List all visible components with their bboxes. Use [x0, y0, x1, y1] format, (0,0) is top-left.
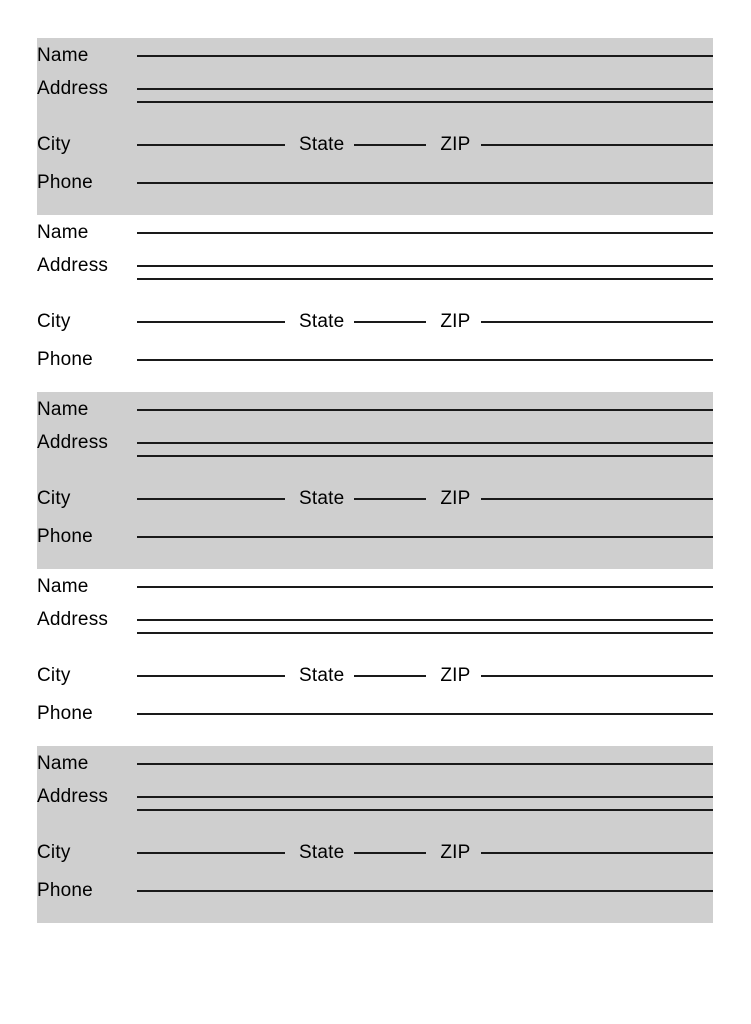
phone-row: [37, 350, 713, 382]
address-line2-input-line[interactable]: [137, 101, 713, 103]
phone-label: Phone: [37, 526, 93, 547]
address-line1-input-line[interactable]: [137, 88, 713, 90]
zip-label: ZIP: [440, 311, 471, 332]
phone-label: Phone: [37, 349, 93, 370]
city-input-line[interactable]: [137, 321, 285, 323]
city-input-line[interactable]: [137, 675, 285, 677]
state-input-line[interactable]: [354, 144, 426, 146]
phone-label: Phone: [37, 172, 93, 193]
zip-label: ZIP: [440, 488, 471, 509]
phone-input-line[interactable]: [137, 182, 713, 184]
name-label: Name: [37, 222, 89, 243]
state-input-line[interactable]: [354, 675, 426, 677]
city-input-line[interactable]: [137, 144, 285, 146]
address-label: Address: [37, 432, 109, 453]
phone-input-line[interactable]: [137, 536, 713, 538]
city-label: City: [37, 134, 71, 155]
address-label: Address: [37, 786, 109, 807]
name-label: Name: [37, 399, 89, 420]
zip-input-line[interactable]: [481, 144, 713, 146]
city-state-zip-row: [37, 489, 713, 527]
city-label: City: [37, 488, 71, 509]
address-label: Address: [37, 255, 109, 276]
name-label: Name: [37, 576, 89, 597]
state-input-line[interactable]: [354, 498, 426, 500]
state-input-line[interactable]: [354, 852, 426, 854]
name-row: [37, 754, 713, 787]
zip-input-line[interactable]: [481, 852, 713, 854]
address-continuation-row: [37, 459, 713, 489]
city-input-line[interactable]: [137, 852, 285, 854]
address-entry: [37, 38, 713, 215]
address-line2-input-line[interactable]: [137, 455, 713, 457]
name-input-line[interactable]: [137, 763, 713, 765]
name-input-line[interactable]: [137, 55, 713, 57]
name-row: [37, 223, 713, 256]
name-label: Name: [37, 753, 89, 774]
address-line2-input-line[interactable]: [137, 809, 713, 811]
city-input-line[interactable]: [137, 498, 285, 500]
address-entry: [37, 746, 713, 923]
address-line2-input-line[interactable]: [137, 632, 713, 634]
name-input-line[interactable]: [137, 232, 713, 234]
address-continuation-row: [37, 105, 713, 135]
state-input-line[interactable]: [354, 321, 426, 323]
name-row: [37, 400, 713, 433]
address-continuation-row: [37, 813, 713, 843]
address-entry: [37, 215, 713, 392]
address-entries-list: [37, 38, 713, 923]
state-label: State: [299, 311, 345, 332]
state-label: State: [299, 488, 345, 509]
city-state-zip-row: [37, 666, 713, 704]
address-label: Address: [37, 609, 109, 630]
name-row: [37, 577, 713, 610]
address-continuation-row: [37, 636, 713, 666]
phone-label: Phone: [37, 880, 93, 901]
address-line1-input-line[interactable]: [137, 442, 713, 444]
address-line1-input-line[interactable]: [137, 265, 713, 267]
zip-input-line[interactable]: [481, 675, 713, 677]
state-label: State: [299, 665, 345, 686]
phone-row: [37, 173, 713, 205]
city-label: City: [37, 665, 71, 686]
zip-label: ZIP: [440, 665, 471, 686]
phone-row: [37, 881, 713, 913]
city-state-zip-row: [37, 843, 713, 881]
name-input-line[interactable]: [137, 409, 713, 411]
zip-label: ZIP: [440, 842, 471, 863]
address-continuation-row: [37, 282, 713, 312]
state-label: State: [299, 134, 345, 155]
city-label: City: [37, 842, 71, 863]
address-entry: [37, 392, 713, 569]
phone-input-line[interactable]: [137, 713, 713, 715]
phone-row: [37, 704, 713, 736]
state-label: State: [299, 842, 345, 863]
zip-input-line[interactable]: [481, 498, 713, 500]
phone-label: Phone: [37, 703, 93, 724]
name-label: Name: [37, 45, 89, 66]
zip-input-line[interactable]: [481, 321, 713, 323]
city-label: City: [37, 311, 71, 332]
name-row: [37, 46, 713, 79]
city-state-zip-row: [37, 135, 713, 173]
phone-input-line[interactable]: [137, 359, 713, 361]
phone-input-line[interactable]: [137, 890, 713, 892]
address-line2-input-line[interactable]: [137, 278, 713, 280]
address-line1-input-line[interactable]: [137, 619, 713, 621]
phone-row: [37, 527, 713, 559]
address-entry: [37, 569, 713, 746]
zip-label: ZIP: [440, 134, 471, 155]
address-line1-input-line[interactable]: [137, 796, 713, 798]
address-label: Address: [37, 78, 109, 99]
city-state-zip-row: [37, 312, 713, 350]
name-input-line[interactable]: [137, 586, 713, 588]
